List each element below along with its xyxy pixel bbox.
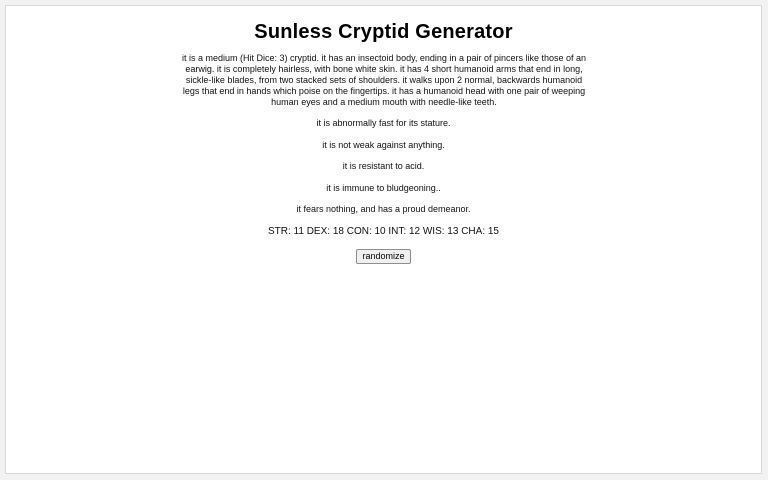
demeanor-text: it fears nothing, and has a proud demeanor. — [296, 204, 471, 214]
resistance-text: it is resistant to acid. — [342, 161, 425, 171]
speed-text: it is abnormally fast for its stature. — [316, 118, 451, 128]
ability-scores: STR: 11 DEX: 18 CON: 10 INT: 12 WIS: 13 CHA: 15 — [267, 226, 499, 237]
immunity-text: it is immune to bludgeoning.. — [326, 183, 441, 193]
page-title: Sunless Cryptid Generator — [254, 21, 513, 43]
page-container — [5, 5, 762, 474]
weakness-text: it is not weak against anything. — [322, 140, 445, 150]
button-row — [6, 246, 761, 264]
cryptid-description: it is a medium (Hit Dice: 3) cryptid. it has an insectoid body, ending in a pair of pincers like those of an earwig. it is completely hairless, with bone white skin. it has 4 short humanoid arms that end in long, sickle-like blades, from two stacked sets of shoulders. it walks upon 2 normal, backwards humanoid legs that end in hands which poise on the fingertips. it has a humanoid head with one pair of weeping human eyes and a medium mouth with needle-like teeth. — [181, 53, 587, 107]
randomize-button[interactable]: randomize — [356, 249, 410, 264]
